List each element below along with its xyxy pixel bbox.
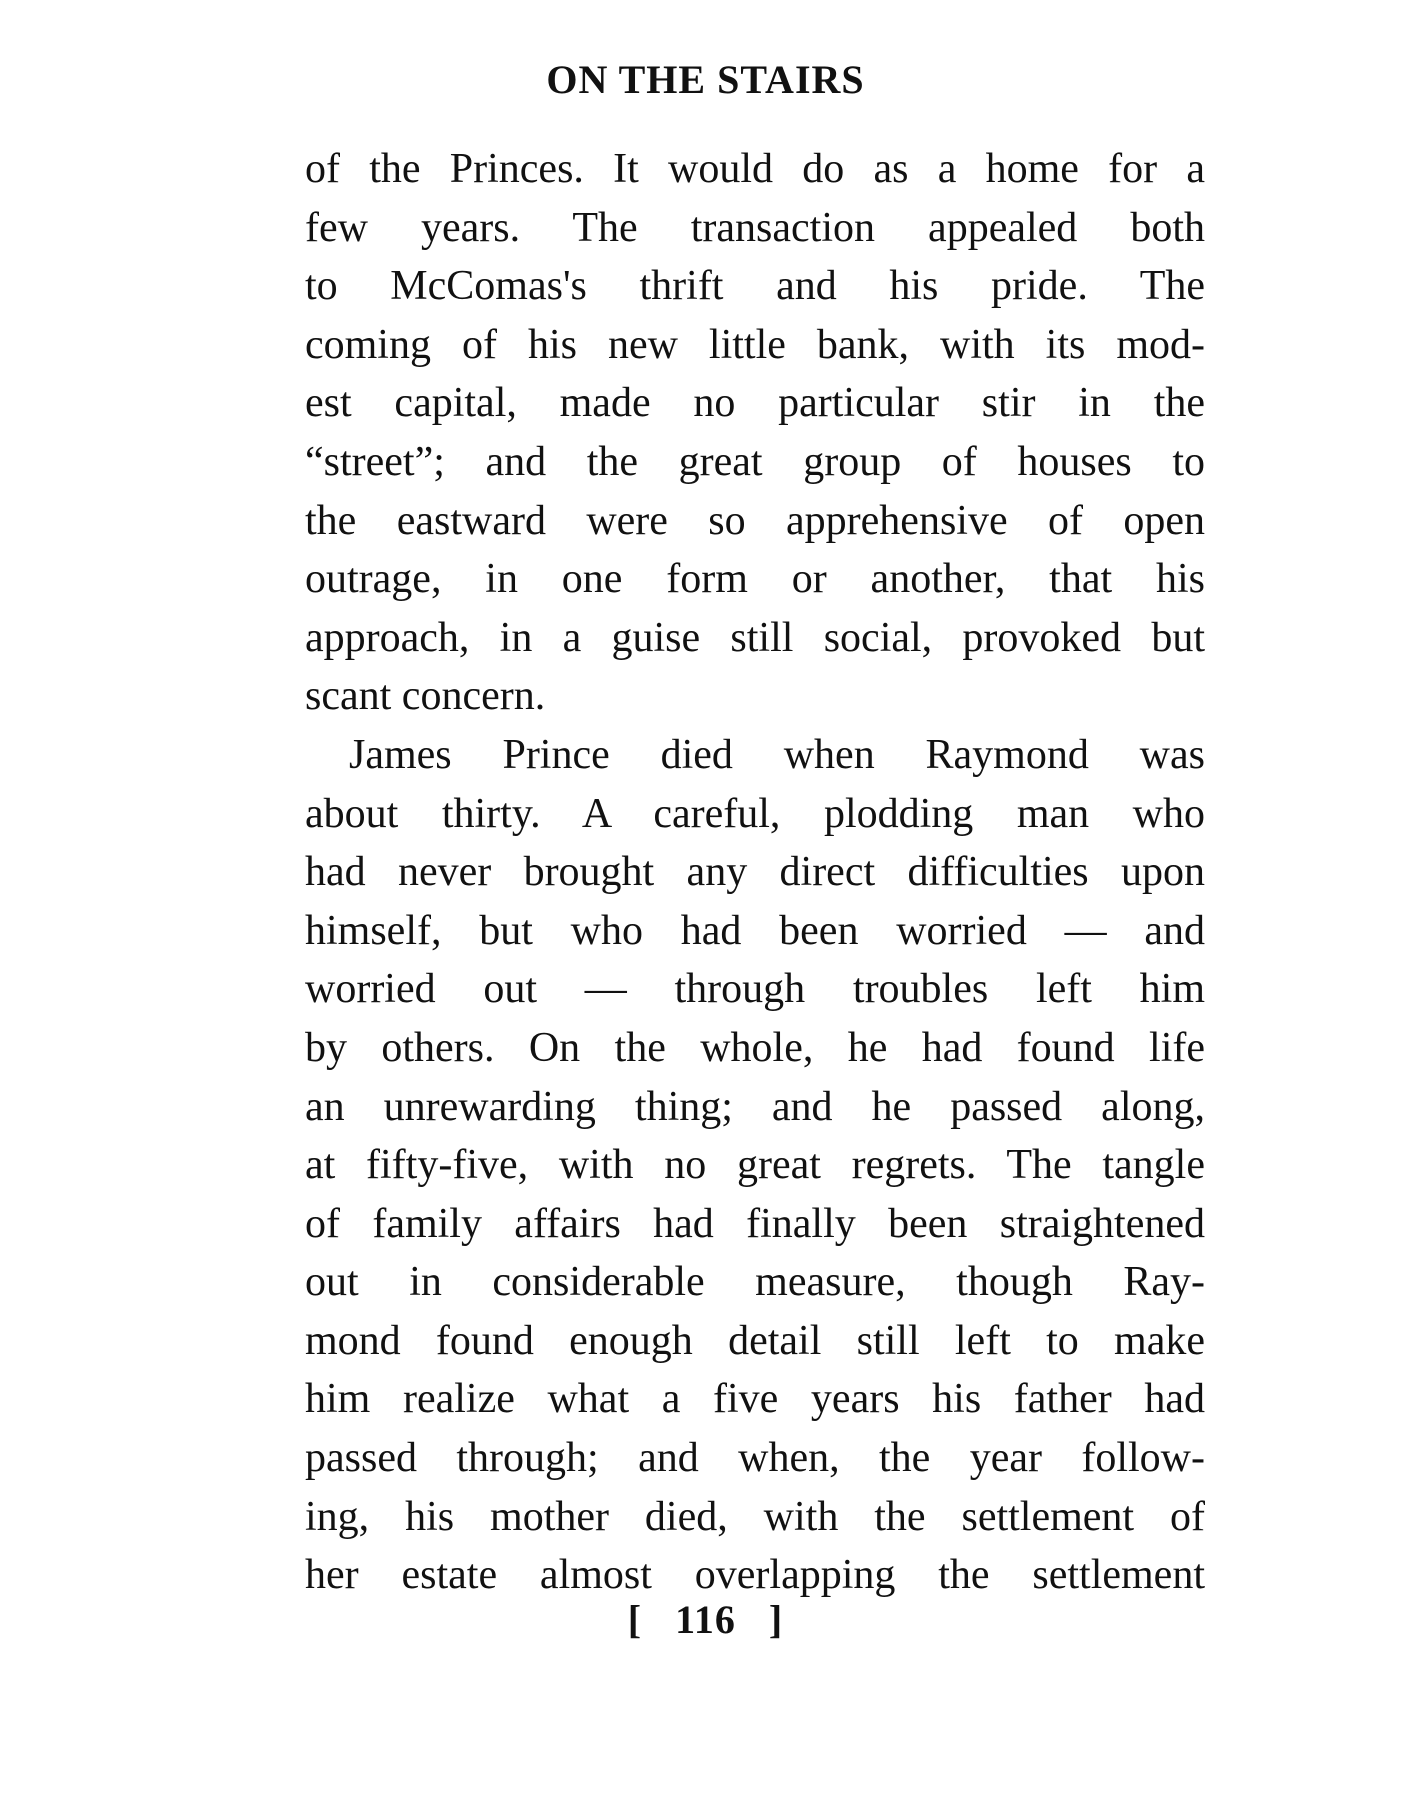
text-line: of family affairs had finally been straightened xyxy=(305,1200,1205,1247)
text-line: scant concern. xyxy=(305,673,546,720)
text-line: himself, but who had been worried — and xyxy=(305,907,1205,954)
text-line: coming of his new little bank, with its mod- xyxy=(305,321,1205,368)
text-line: worried out — through troubles left him xyxy=(305,966,1205,1013)
page-number xyxy=(0,1592,1411,1648)
text-line: est capital, made no particular stir in the xyxy=(305,380,1205,427)
text-line: approach, in a guise still social, provoked but xyxy=(305,614,1205,661)
text-line: few years. The transaction appealed both xyxy=(305,204,1205,251)
text-line: had never brought any direct difficulties upon xyxy=(305,849,1205,896)
body-text xyxy=(305,140,1205,1605)
text-line: mond found enough detail still left to make xyxy=(305,1317,1205,1364)
folio-open-bracket: [ xyxy=(627,1597,643,1642)
text-line: by others. On the whole, he had found life xyxy=(305,1024,1205,1071)
text-line: outrage, in one form or another, that his xyxy=(305,556,1205,603)
text-line: him realize what a five years his father had xyxy=(305,1376,1205,1423)
text-line: passed through; and when, the year follow- xyxy=(305,1435,1205,1482)
text-line: out in considerable measure, though Ray- xyxy=(305,1259,1205,1306)
text-line: an unrewarding thing; and he passed along, xyxy=(305,1083,1205,1130)
paragraph xyxy=(305,140,1205,726)
text-line: of the Princes. It would do as a home for a xyxy=(305,146,1205,192)
text-line: at fifty-five, with no great regrets. The tangle xyxy=(305,1142,1205,1189)
running-head: ON THE STAIRS xyxy=(546,57,865,102)
text-line: “street”; and the great group of houses to xyxy=(305,438,1205,485)
text-line: her estate almost overlapping the settlement xyxy=(305,1552,1205,1599)
text-line: about thirty. A careful, plodding man who xyxy=(305,790,1205,837)
text-line: the eastward were so apprehensive of open xyxy=(305,497,1205,544)
text-line: ing, his mother died, with the settlement of xyxy=(305,1493,1205,1540)
paragraph xyxy=(305,726,1205,1605)
text-line: James Prince died when Raymond was xyxy=(349,731,1205,778)
folio-close-bracket: ] xyxy=(768,1597,784,1642)
text-line: to McComas's thrift and his pride. The xyxy=(305,263,1205,310)
folio-number: 116 xyxy=(675,1597,736,1642)
